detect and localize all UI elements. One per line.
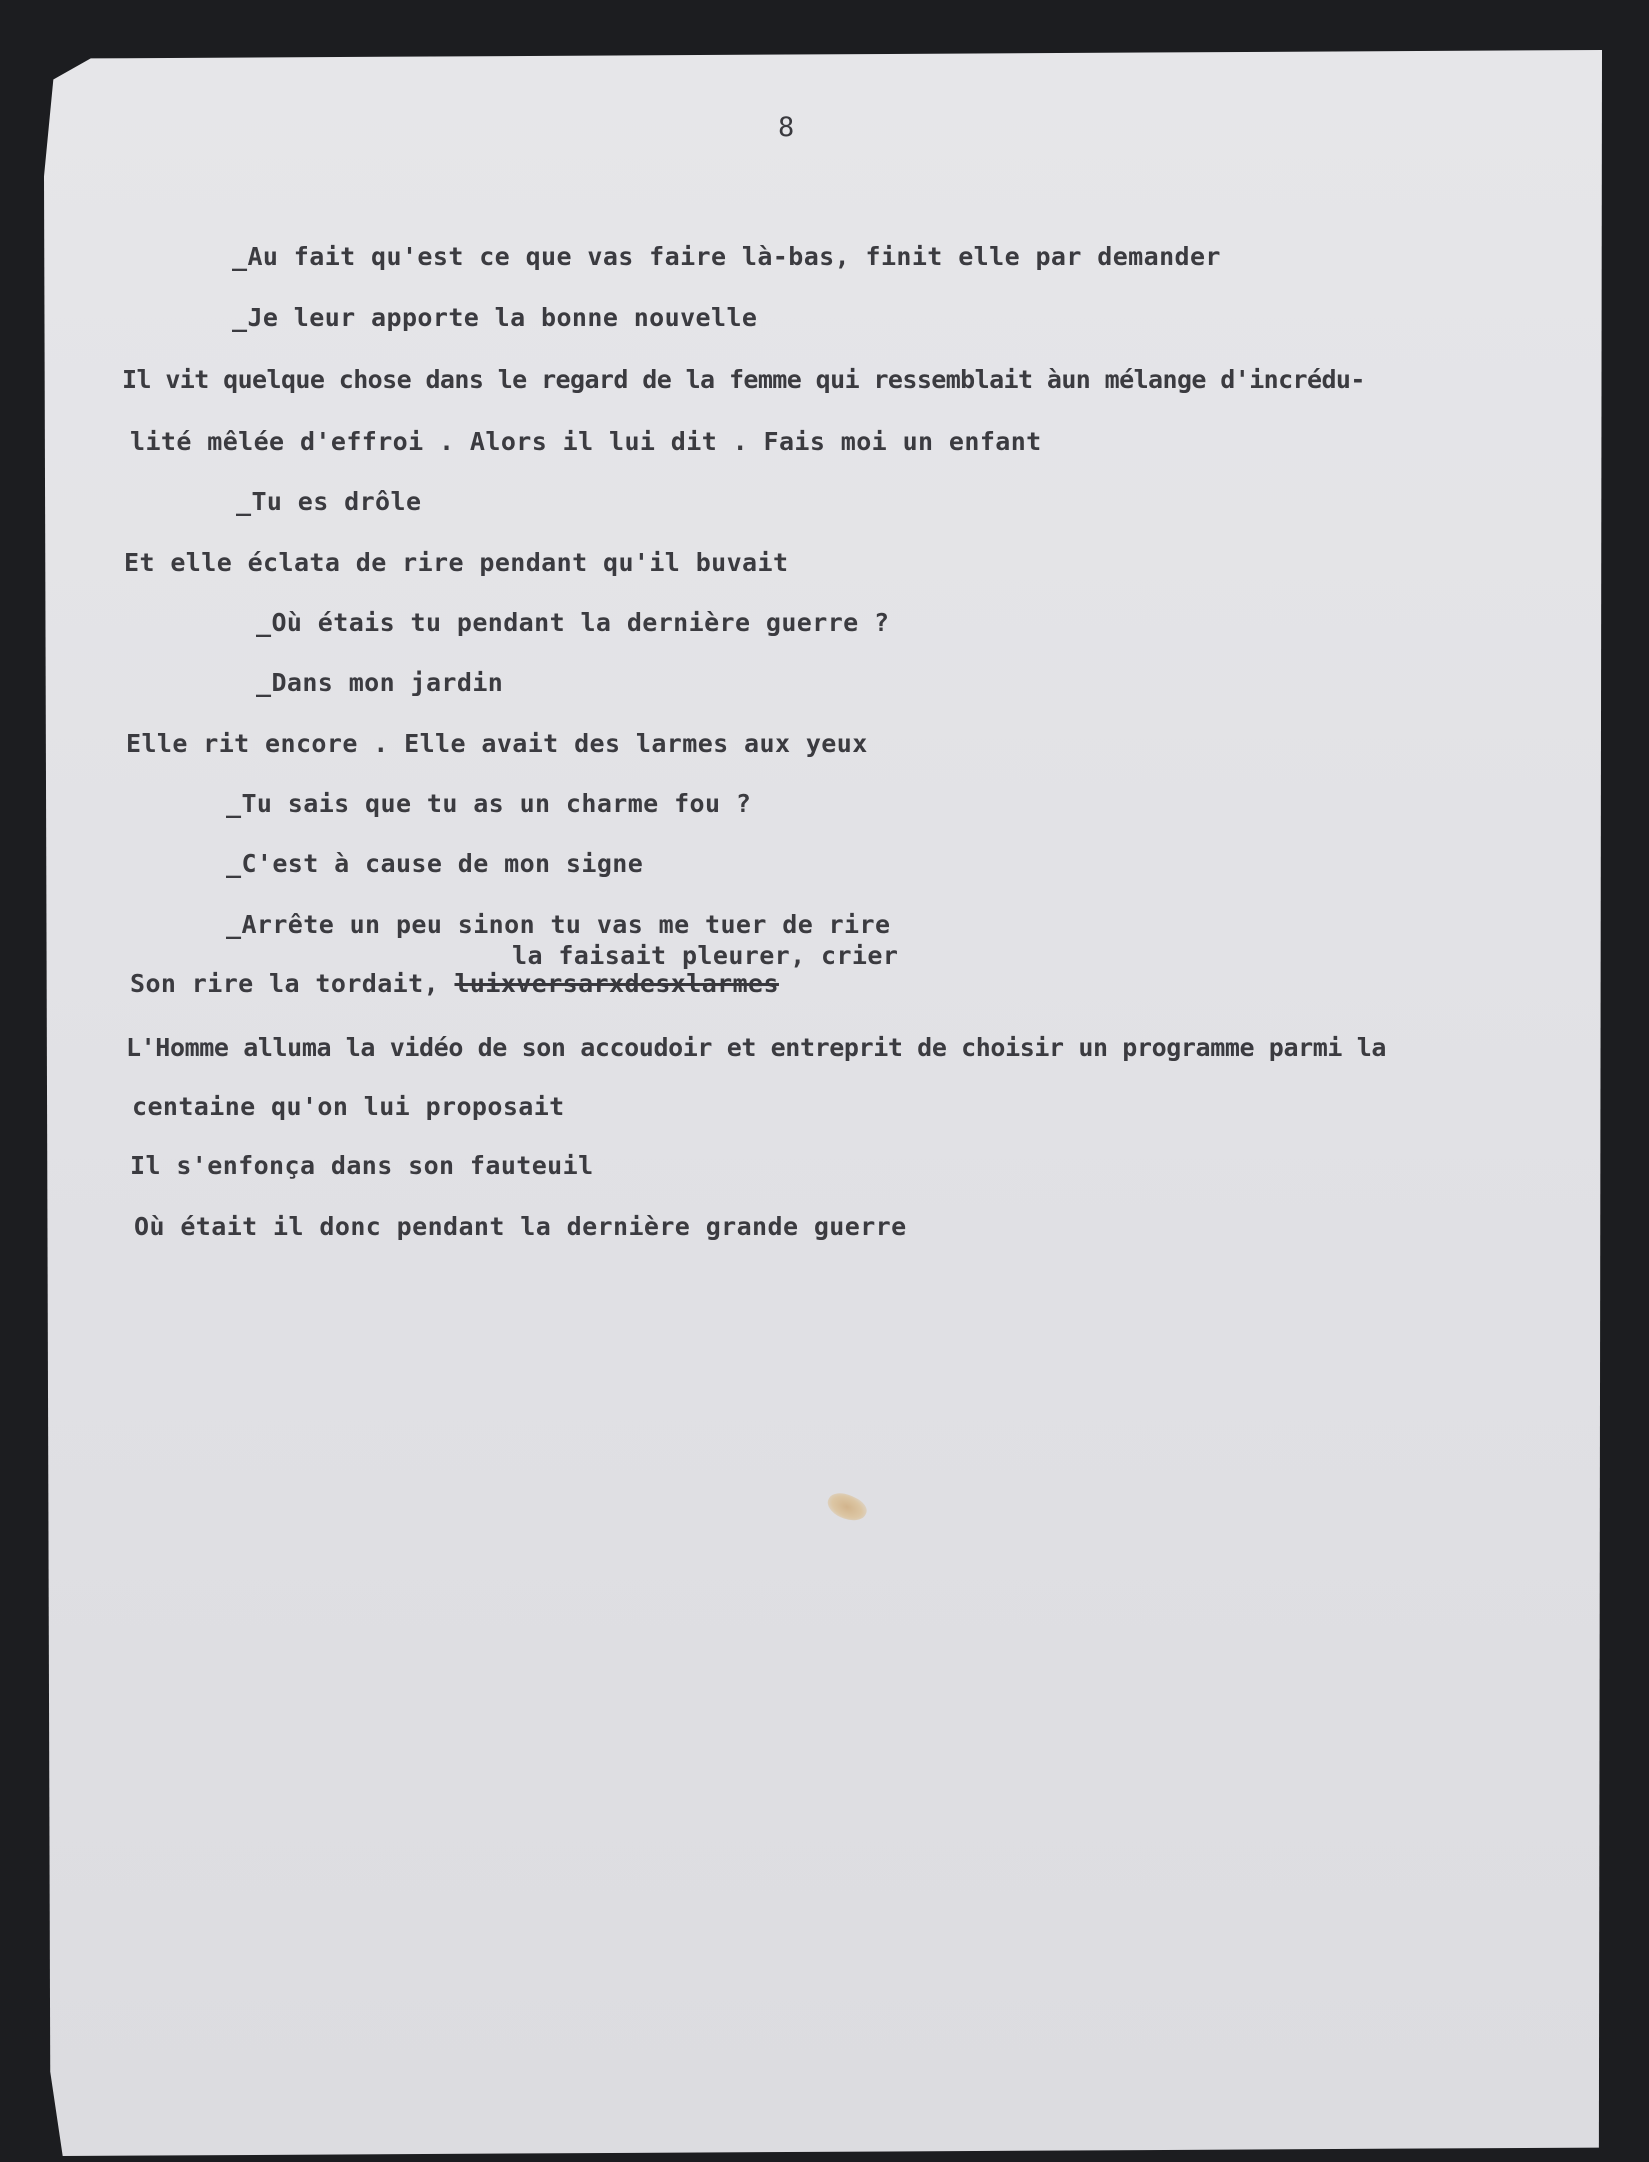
text-line-9: Elle rit encore . Elle avait des larmes aux yeux [126, 729, 868, 758]
text-line-13 [130, 971, 779, 996]
text-line-4: lité mêlée d'effroi . Alors il lui dit . Fais moi un enfant [130, 427, 1042, 456]
text-line-10: _Tu sais que tu as un charme fou ? [226, 789, 752, 818]
text-line-3: Il vit quelque chose dans le regard de la femme qui ressemblait àun mélange d'incrédu- [122, 365, 1365, 394]
text-line-7: _Où étais tu pendant la dernière guerre ? [256, 608, 890, 637]
handwritten-insertion: la faisait pleurer, crier [512, 941, 899, 970]
text-line-17: Où était il donc pendant la dernière grande guerre [134, 1212, 907, 1241]
text-line-5: _Tu es drôle [236, 487, 422, 516]
struck-out-text: luixversarxdesxlarmes [454, 969, 779, 998]
text-line-12: _Arrête un peu sinon tu vas me tuer de rire [226, 910, 891, 939]
text-line-15: centaine qu'on lui proposait [132, 1092, 565, 1121]
text-line-13-main: Son rire la tordait, [130, 969, 440, 998]
page-number: 8 [778, 112, 795, 143]
text-line-16: Il s'enfonça dans son fauteuil [130, 1151, 594, 1180]
text-line-2: _Je leur apporte la bonne nouvelle [232, 303, 758, 332]
text-line-1: _Au fait qu'est ce que vas faire là-bas, finit elle par demander [232, 242, 1221, 271]
text-line-11: _C'est à cause de mon signe [226, 849, 644, 878]
text-line-14: L'Homme alluma la vidéo de son accoudoir et entreprit de choisir un programme parmi la [126, 1033, 1387, 1062]
paper-stain [824, 1488, 870, 1527]
text-line-8: _Dans mon jardin [256, 668, 504, 697]
text-line-6: Et elle éclata de rire pendant qu'il buvait [124, 548, 789, 577]
